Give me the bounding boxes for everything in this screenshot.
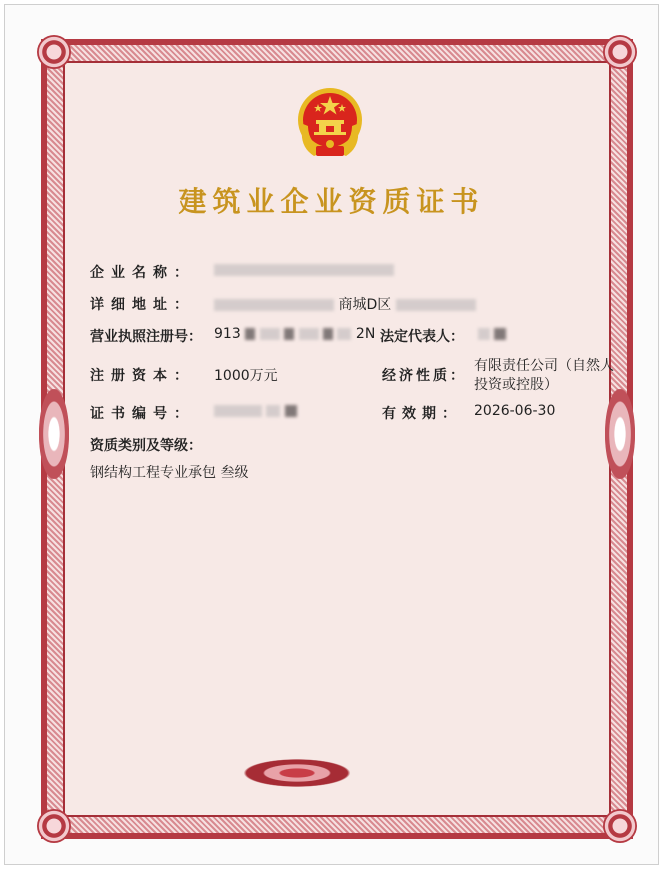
- address-fragment: 商城D区: [338, 297, 392, 313]
- license-number-value: [214, 326, 375, 342]
- capital-value: 1000万元: [214, 368, 278, 384]
- corner-ornament-icon: [37, 809, 71, 843]
- redacted-cert-number: [266, 405, 280, 417]
- redacted-cert-number: [214, 405, 262, 417]
- redacted-license-number: [323, 328, 333, 340]
- legal-rep-value: [478, 326, 506, 342]
- nature-value-line1: 有限责任公司（自然人: [474, 358, 614, 374]
- qualification-value: 钢结构工程专业承包 叁级: [90, 465, 249, 481]
- company-name-label: 企业名称：: [90, 265, 195, 281]
- corner-ornament-icon: [37, 35, 71, 69]
- side-ornament-icon: [605, 389, 635, 479]
- legal-rep-label: 法定代表人：: [380, 329, 464, 345]
- nature-value-line2: 投资或控股）: [474, 377, 558, 393]
- redacted-license-number: [260, 328, 280, 340]
- redacted-license-number: [284, 328, 294, 340]
- redacted-legal-rep: [494, 328, 506, 340]
- redacted-license-number: [299, 328, 319, 340]
- redacted-cert-number: [285, 405, 297, 417]
- valid-until-value: 2026-06-30: [474, 403, 556, 419]
- side-ornament-icon: [39, 389, 69, 479]
- redacted-address-start: [214, 299, 334, 311]
- valid-until-label: 有效期：: [382, 406, 462, 422]
- address-label: 详细地址：: [90, 297, 195, 313]
- license-number-label: 营业执照注册号：: [90, 329, 202, 345]
- redacted-license-number: [245, 328, 255, 340]
- national-emblem-icon: [294, 86, 366, 162]
- redacted-company-name: [214, 264, 394, 276]
- company-name-value: [214, 262, 394, 278]
- certificate-title: 建筑业企业资质证书: [178, 185, 485, 218]
- cert-number-value: [214, 403, 297, 419]
- cert-number-label: 证书编号：: [90, 406, 195, 422]
- capital-label: 注册资本：: [90, 368, 195, 384]
- redacted-legal-rep: [478, 328, 490, 340]
- qualification-label: 资质类别及等级：: [90, 438, 202, 454]
- license-number-start: 913: [214, 326, 241, 342]
- license-number-end: 2N: [355, 326, 376, 342]
- corner-ornament-icon: [603, 809, 637, 843]
- nature-label: 经济性质：: [382, 368, 467, 384]
- corner-ornament-icon: [603, 35, 637, 69]
- redacted-license-number: [337, 328, 351, 340]
- address-value: [214, 294, 476, 314]
- bottom-ornament-icon: [232, 756, 362, 790]
- redacted-address-end: [396, 299, 476, 311]
